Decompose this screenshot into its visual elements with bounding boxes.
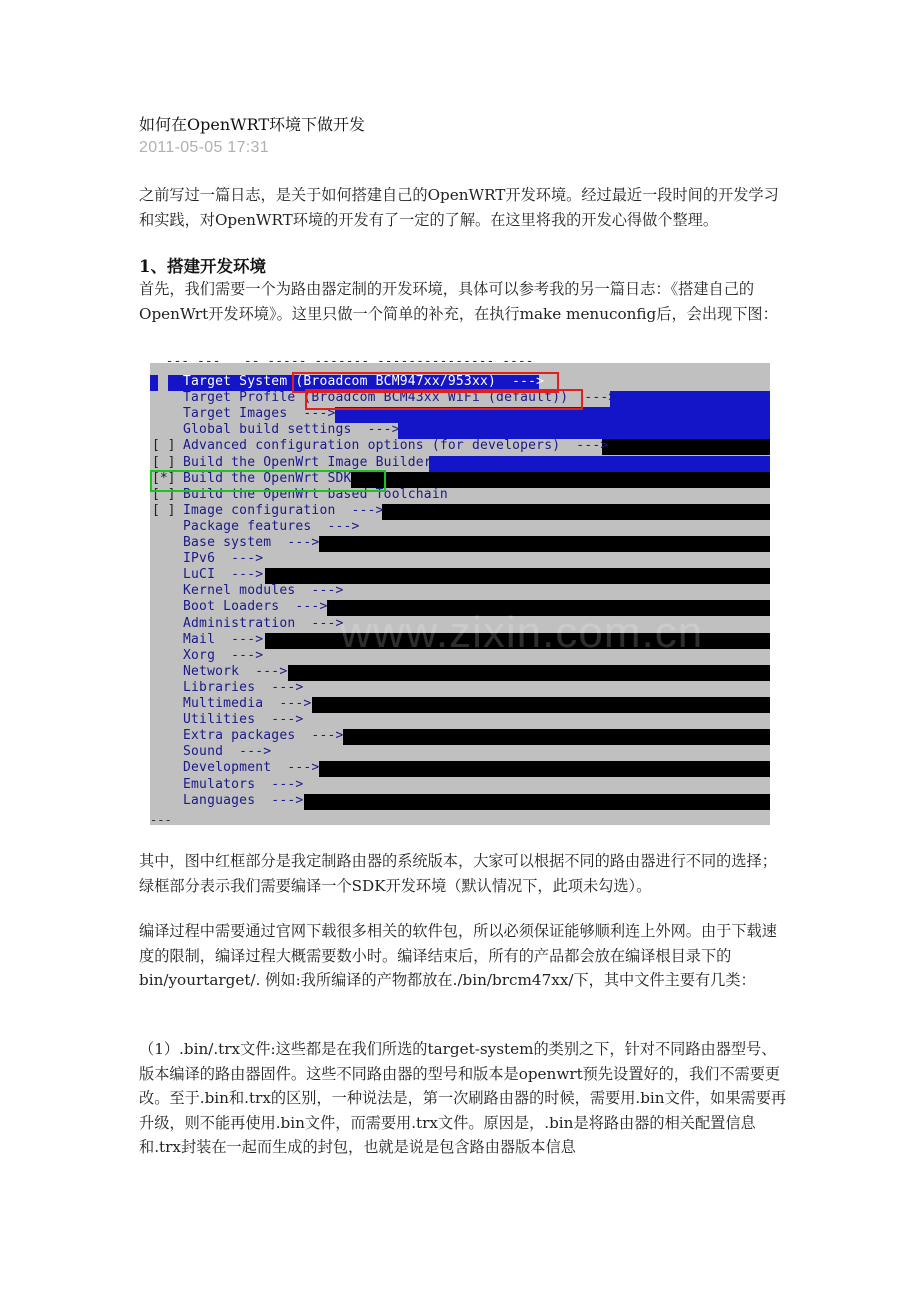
- menu-row[interactable]: [150, 697, 770, 713]
- red-highlight-target-profile: [305, 389, 583, 410]
- menu-row[interactable]: [150, 681, 770, 697]
- menu-row-label: Build the OpenWrt Image Builder: [183, 454, 432, 470]
- menu-row-label: Sound --->: [183, 744, 272, 760]
- menu-row-label: Target Profile (Broadcom BCM43xx WiFi (default)) --->: [183, 390, 617, 406]
- menu-row[interactable]: [150, 536, 770, 552]
- watermark: www.zixin.com.cn: [340, 608, 704, 657]
- row-fill-black: [312, 697, 770, 713]
- menu-row-label: IPv6 --->: [183, 551, 264, 567]
- compile-paragraph: 编译过程中需要通过官网下载很多相关的软件包，所以必须保证能够顺利连上外网。由于下载速度的限制，编译过程大概需要数小时。编译结束后，所有的产品都会放在编译根目录下的bin/yourtarget/. 例如:我所编译的产物都放在./bin/brcm47xx/下，其中文件主要有几类：: [139, 922, 777, 989]
- terminal-bottom-line: ---: [150, 813, 172, 827]
- menu-row[interactable]: [150, 504, 770, 520]
- row-fill-black: [351, 472, 770, 488]
- row-fill-black: [319, 536, 770, 552]
- menu-row-label: Advanced configuration options (for developers) --->: [183, 438, 609, 454]
- green-highlight-sdk: [150, 470, 386, 492]
- menu-row-label: Build the OpenWrt based Toolchain: [183, 486, 448, 502]
- row-fill-black: [343, 729, 770, 745]
- menu-row[interactable]: [150, 439, 770, 455]
- menu-row[interactable]: [150, 584, 770, 600]
- page-title: 如何在OpenWRT环境下做开发: [139, 115, 366, 134]
- menu-row-label: Languages --->: [183, 792, 304, 808]
- menu-row-label: Network --->: [183, 663, 288, 679]
- menu-row-label: Xorg --->: [183, 647, 264, 663]
- menu-row-label: Development --->: [183, 760, 320, 776]
- checkbox-marker[interactable]: [ ]: [152, 438, 176, 454]
- menu-row-label: Libraries --->: [183, 679, 304, 695]
- checkbox-marker[interactable]: [*]: [152, 470, 176, 486]
- intro-paragraph: 之前写过一篇日志，是关于如何搭建自己的OpenWRT开发环境。经过最近一段时间的开发学习和实践，对OpenWRT环境的开发有了一定的了解。在这里将我的开发心得做个整理。: [139, 186, 779, 229]
- checkbox-marker[interactable]: [ ]: [152, 502, 176, 518]
- row-fill-blue: [610, 391, 770, 407]
- post-date: 2011-05-05 17:31: [139, 139, 269, 156]
- menu-row-label: Emulators --->: [183, 776, 304, 792]
- checkbox-marker[interactable]: [ ]: [152, 486, 176, 502]
- menu-row[interactable]: [150, 729, 770, 745]
- row-fill-black: [382, 504, 770, 520]
- menu-row[interactable]: [150, 520, 770, 536]
- menu-row[interactable]: [150, 552, 770, 568]
- row-fill-black: [602, 439, 770, 455]
- menu-row-label: Build the OpenWrt SDK: [183, 470, 352, 486]
- row-fill-black: [265, 568, 771, 584]
- menu-row[interactable]: [150, 745, 770, 761]
- menu-row-label: Mail --->: [183, 631, 264, 647]
- section-paragraph: 首先，我们需要一个为路由器定制的开发环境，具体可以参考我的另一篇日志：《搭建自己的OpenWrt开发环境》。这里只做一个简单的补充，在执行make menuconfig后，会出现下图：: [139, 280, 778, 323]
- menu-row-label: Administration --->: [183, 615, 344, 631]
- cursor-marker: [150, 375, 158, 391]
- row-fill-black: [319, 761, 770, 777]
- item-1-paragraph: （1）.bin/.trx文件:这些都是在我们所选的target-system的类别之下，针对不同路由器型号、版本编译的路由器固件。这些不同路由器的型号和版本是openwrt预先设置好的，我们不需要更改。至于.bin和.trx的区别，一种说法是，第一次刷路由器的时候，需要用.bin文件，如果需要再升级，则不能再使用.bin文件，而需要用.trx文件。原因是，.bin是将路由器的相关配置信息和.trx封装在一起而生成的封包，也就是说是包含路由器版本信息: [139, 1040, 787, 1156]
- menu-row-label: Image configuration --->: [183, 502, 384, 518]
- menu-row-label: Multimedia --->: [183, 696, 312, 711]
- menu-row[interactable]: [150, 778, 770, 794]
- menu-row-label: Base system --->: [183, 535, 320, 550]
- menu-row[interactable]: [150, 665, 770, 681]
- figure-explanation: 其中，图中红框部分是我定制路由器的系统版本，大家可以根据不同的路由器进行不同的选择；绿框部分表示我们需要编译一个SDK开发环境（默认情况下，此项未勾选）。: [139, 852, 777, 895]
- checkbox-marker[interactable]: [ ]: [152, 454, 176, 470]
- terminal-top-line: --- --- -- ----- ------- --------------- ----: [150, 354, 534, 369]
- menuconfig-screenshot: [150, 354, 770, 827]
- menu-row[interactable]: [150, 423, 770, 439]
- menu-row-label: Boot Loaders --->: [183, 599, 328, 615]
- menu-row-label: LuCI --->: [183, 567, 264, 583]
- section-heading: 1、搭建开发环境: [139, 257, 266, 276]
- menu-row-label: Global build settings --->: [183, 422, 400, 438]
- menu-row-label: Kernel modules --->: [183, 583, 344, 599]
- menu-row-label: Target Images --->: [183, 406, 336, 422]
- menu-row[interactable]: [150, 761, 770, 777]
- row-fill-blue: [429, 456, 770, 472]
- menu-row[interactable]: [150, 713, 770, 729]
- row-fill-black: [304, 794, 770, 810]
- row-fill-blue: [398, 423, 770, 439]
- menu-row[interactable]: [150, 794, 770, 810]
- menu-row-label: Extra packages --->: [183, 728, 344, 744]
- menu-row-label: Package features --->: [183, 518, 360, 534]
- menu-row-label: Utilities --->: [183, 712, 304, 728]
- row-fill-black: [288, 665, 770, 681]
- menu-row-label: Target System (Broadcom BCM947xx/953xx) --->: [183, 374, 545, 389]
- menu-row[interactable]: [150, 568, 770, 584]
